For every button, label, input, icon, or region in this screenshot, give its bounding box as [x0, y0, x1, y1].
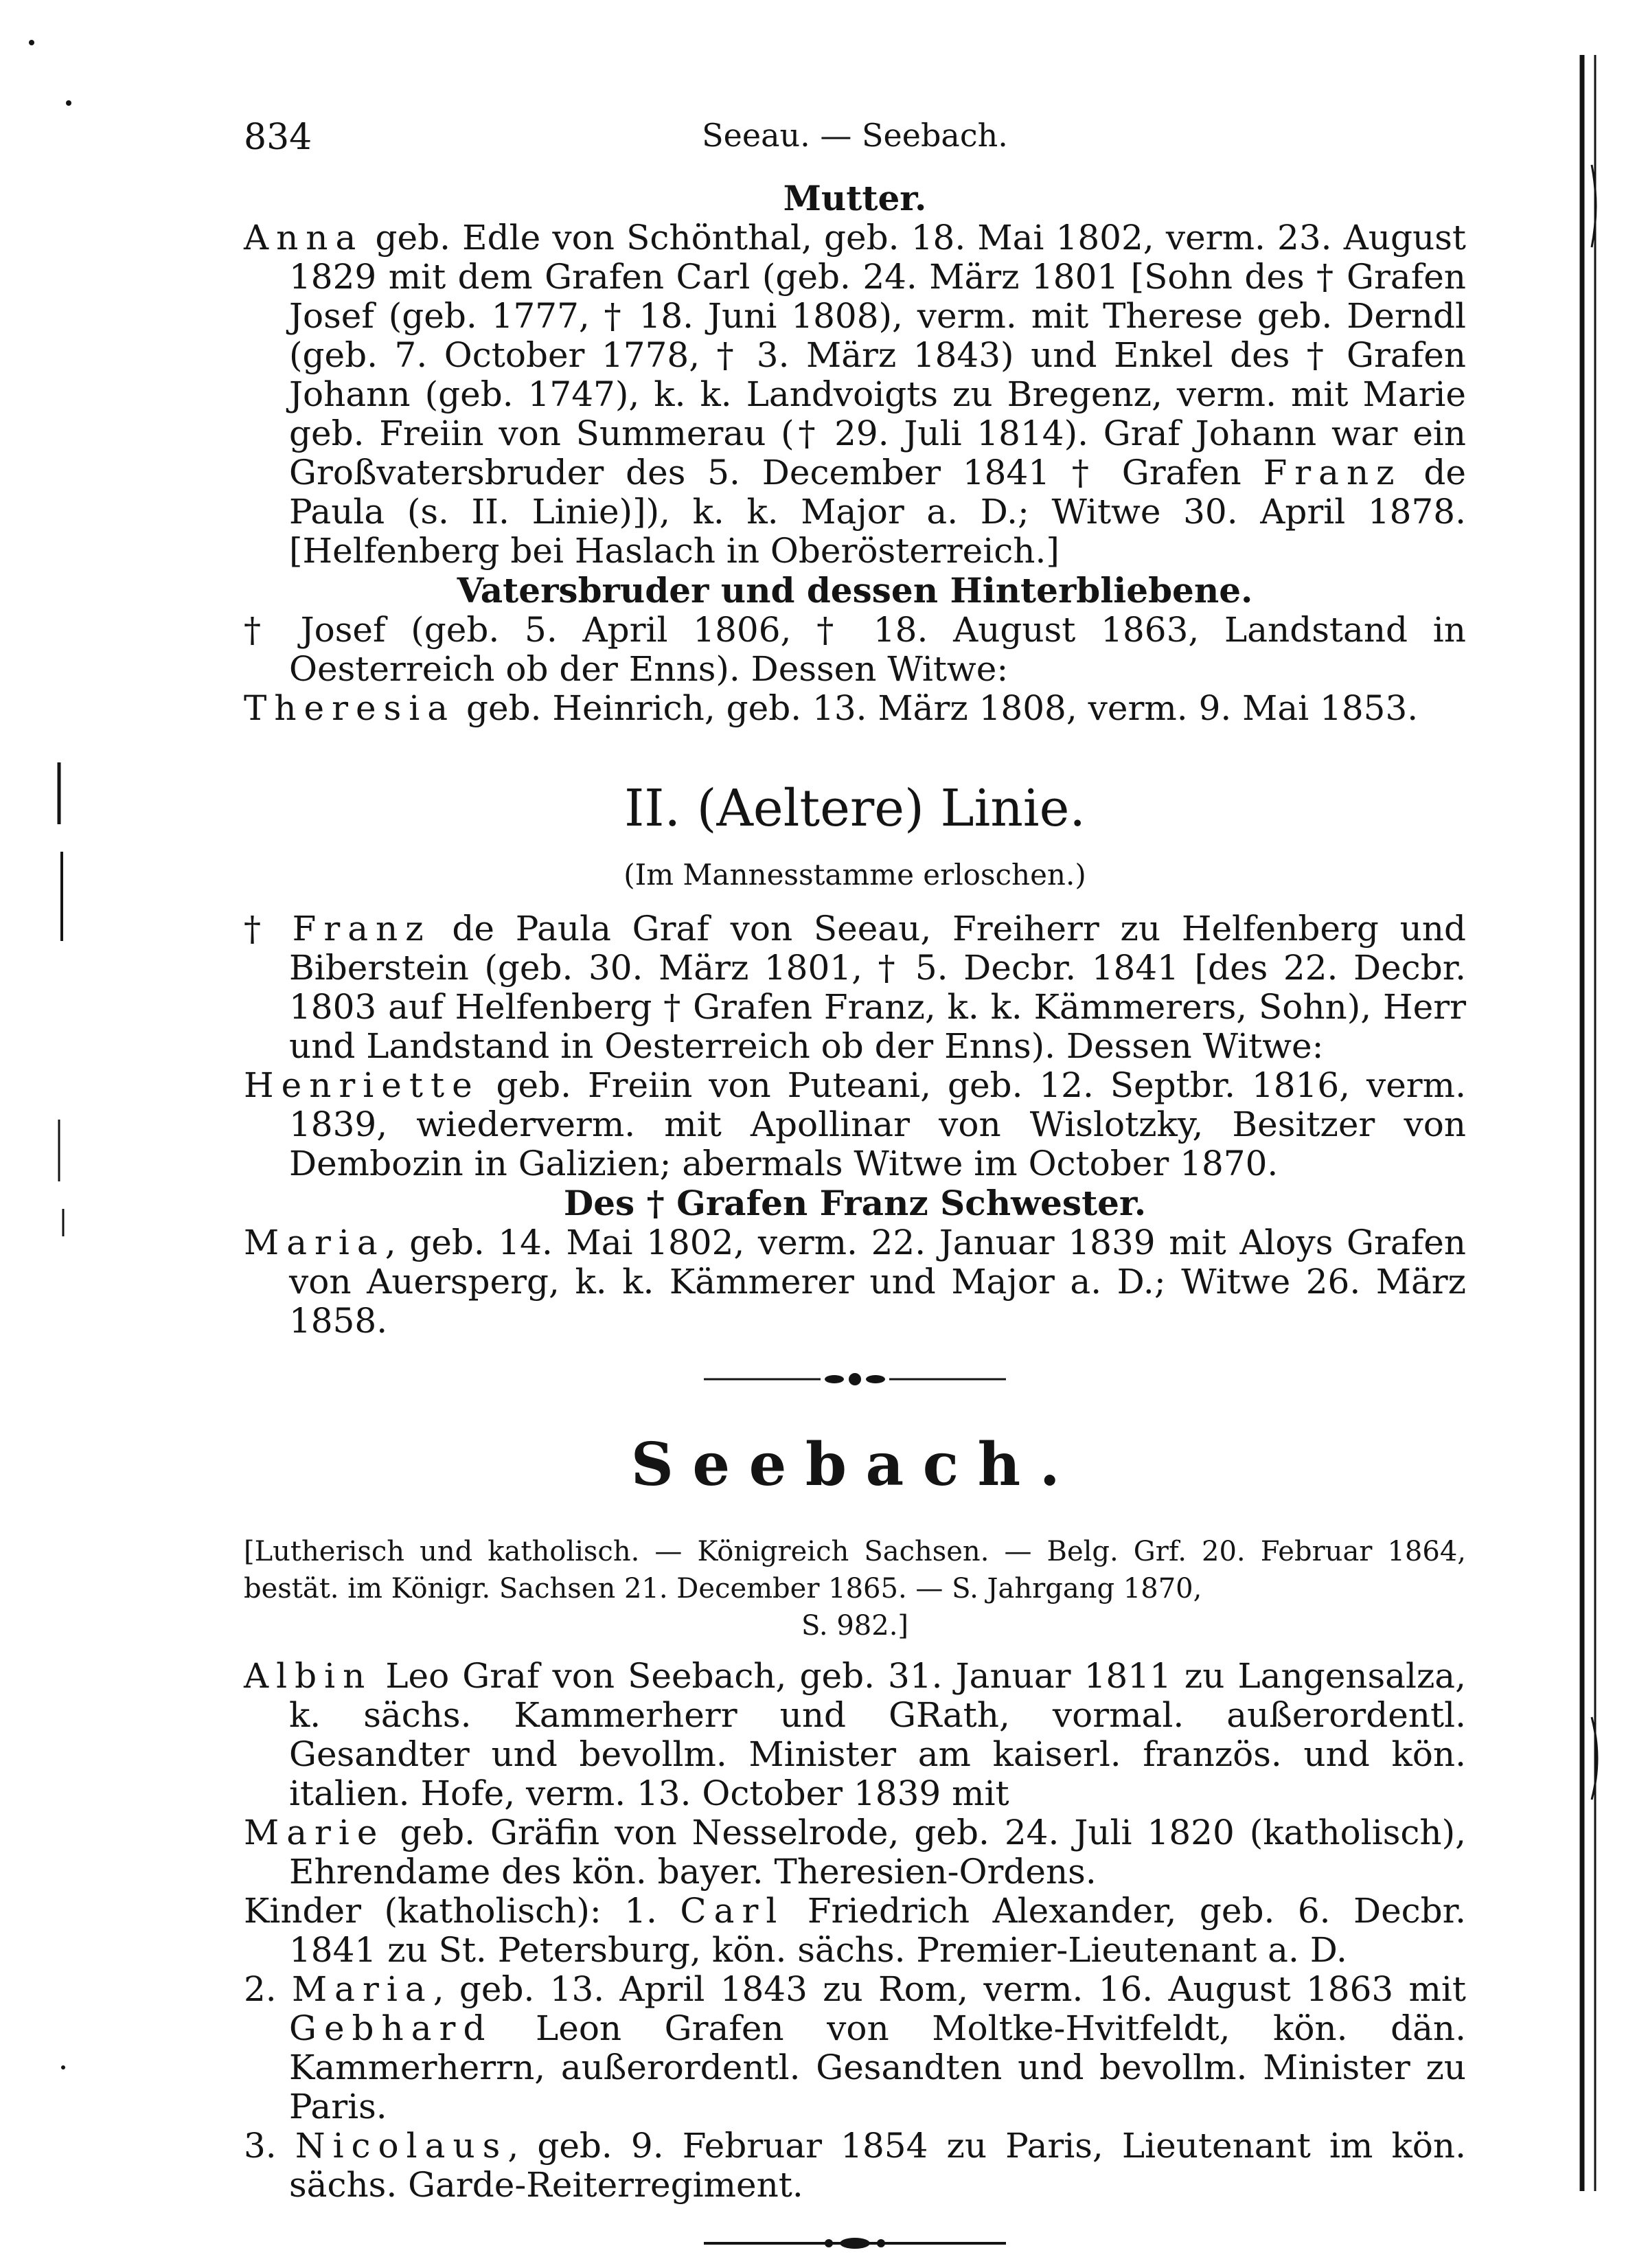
entry-text: , geb. 14. Mai 1802, verm. 22. Januar 1839 mit Aloys Grafen von Auersperg, k. k. Kämmerer und Major a. D.; Witwe 26. März 1858. — [289, 1223, 1466, 1341]
left-edge-speck — [66, 100, 71, 106]
kinder-label: Kinder (katholisch): 1. — [244, 1891, 680, 1931]
linie-two-subtitle: (Im Mannesstamme erloschen.) — [623, 858, 1086, 892]
facing-page-bracket — [1592, 165, 1596, 247]
entry-text: , geb. 9. Februar 1854 zu Paris, Lieutenant im kön. sächs. Garde-Reiterregiment. — [289, 2126, 1466, 2205]
end-ornament — [244, 2223, 1466, 2264]
entry-theresia — [244, 689, 1466, 728]
linie-two-title: II. (Aeltere) Linie. — [624, 779, 1086, 838]
note-ref: S. 982.] — [801, 1610, 909, 1642]
schwester-heading: Des † Grafen Franz Schwester. — [563, 1183, 1147, 1223]
entry-henriette — [244, 1066, 1466, 1183]
entry-number: 2. — [244, 1969, 292, 2009]
entry-maria-moltke — [244, 1970, 1466, 2127]
entry-spouse-text: Leon Grafen von Moltke-Hvitfeldt, kön. dän. Kammerherrn, außerordentl. Gesandten und bevollm. Minister zu Paris. — [289, 2008, 1466, 2127]
vatersbruder-heading: Vatersbruder und dessen Hinterbliebene. — [457, 570, 1253, 611]
entry-franz — [244, 909, 1466, 1066]
entry-name: Nicolaus — [295, 2126, 508, 2166]
mutter-heading: Mutter. — [783, 178, 927, 218]
facing-page-bracket — [1592, 1717, 1597, 1800]
ornament-rule-icon — [704, 2233, 1006, 2254]
entry-maria-auersperg — [244, 1223, 1466, 1341]
page-content — [244, 179, 1466, 2268]
running-head — [244, 117, 1466, 165]
entry-name: Anna — [244, 218, 364, 258]
left-edge-speck — [29, 40, 34, 45]
entry-anna — [244, 218, 1466, 571]
entry-albin — [244, 1657, 1466, 1813]
left-edge-speck — [61, 2065, 65, 2069]
entry-text-end: de Paula (s. II. Linie)]), k. k. Major a. D.; Witwe 30. April 1878. [Helfenberg bei Haslach in Oberösterreich.] — [289, 453, 1466, 571]
seebach-title: Seebach. — [630, 1430, 1079, 1499]
entry-number: 3. — [244, 2126, 295, 2166]
entry-name: Carl — [680, 1891, 785, 1931]
entry-marie — [244, 1813, 1466, 1892]
entry-text: geb. Freiin von Puteani, geb. 12. Septbr. 1816, verm. 1839, wiederverm. mit Apollinar von Wislotzky, Besitzer von Dembozin in Galizien; abermals Witwe im October 1870. — [289, 1065, 1466, 1183]
entry-text: geb. Heinrich, geb. 13. März 1808, verm. 9. Mai 1853. — [455, 688, 1419, 728]
entry-name: Maria — [244, 1223, 385, 1262]
entry-nicolaus — [244, 2127, 1466, 2205]
entry-text: geb. Edle von Schönthal, geb. 18. Mai 1802, verm. 23. August 1829 mit dem Grafen Carl (geb. 24. März 1801 [Sohn des † Grafen Josef (geb. 1777, † 18. Juni 1808), verm. mit Therese geb. Derndl (geb. 7. October 1778, † 3. März 1843) und Enkel des † Grafen Johann (geb. 1747), k. k. Landvoigts zu Bregenz, verm. mit Marie geb. Freiin von Summerau († 29. Juli 1814). Graf Johann war ein Großvatersbruder des 5. December 1841 † Grafen — [289, 218, 1466, 492]
entry-text: de Paula Graf von Seeau, Freiherr zu Helfenberg und Biberstein (geb. 30. März 1801, † 5. Decbr. 1841 [des 22. Decbr. 1803 auf Helfenberg † Grafen Franz, k. k. Kämmerers, Sohn), Herr und Landstand in Oesterreich ob der Enns). Dessen Witwe: — [289, 909, 1467, 1066]
ornament-rule-icon — [704, 1369, 1006, 1390]
entry-name: Marie — [244, 1813, 385, 1852]
entry-prefix: † — [244, 909, 293, 949]
entry-name: Henriette — [244, 1065, 480, 1105]
entry-name: Franz — [292, 909, 431, 949]
entry-text: Leo Graf von Seebach, geb. 31. Januar 1811 zu Langensalza, k. sächs. Kammerherr und GRath, vormal. außerordentl. Gesandter und bevollm. Minister am kaiserl. französ. und kön. italien. Hofe, verm. 13. October 1839 mit — [289, 1656, 1466, 1813]
entry-text: Friedrich Alexander, geb. 6. Decbr. 1841 zu St. Petersburg, kön. sächs. Premier-Lieutenant a. D. — [289, 1891, 1466, 1970]
seebach-note — [244, 1533, 1466, 1644]
entry-name: Maria — [291, 1969, 433, 2009]
entry-josef: † Josef (geb. 5. April 1806, † 18. August 1863, Landstand in Oesterreich ob der Enns). Dessen Witwe: — [244, 610, 1466, 689]
entry-text: , geb. 13. April 1843 zu Rom, verm. 16. August 1863 mit — [433, 1969, 1466, 2009]
note-text: [Lutherisch und katholisch. — Königreich Sachsen. — Belg. Grf. 20. Februar 1864, bestät. im Königr. Sachsen 21. December 1865. — S. Jahrgang 1870, — [244, 1536, 1466, 1604]
entry-name: Albin — [244, 1656, 373, 1696]
entry-name: Theresia — [244, 688, 456, 728]
entry-text: geb. Gräfin von Nesselrode, geb. 24. Juli 1820 (katholisch), Ehrendame des kön. bayer. Theresien-Ordens. — [289, 1813, 1466, 1892]
entry-carl — [244, 1892, 1466, 1970]
section-ornament — [244, 1359, 1466, 1400]
entry-spouse-name: Gebhard — [289, 2008, 493, 2048]
entry-ref-name: Franz — [1263, 453, 1402, 492]
page-number: 834 — [244, 117, 312, 158]
running-title: Seeau. — Seebach. — [702, 117, 1008, 154]
